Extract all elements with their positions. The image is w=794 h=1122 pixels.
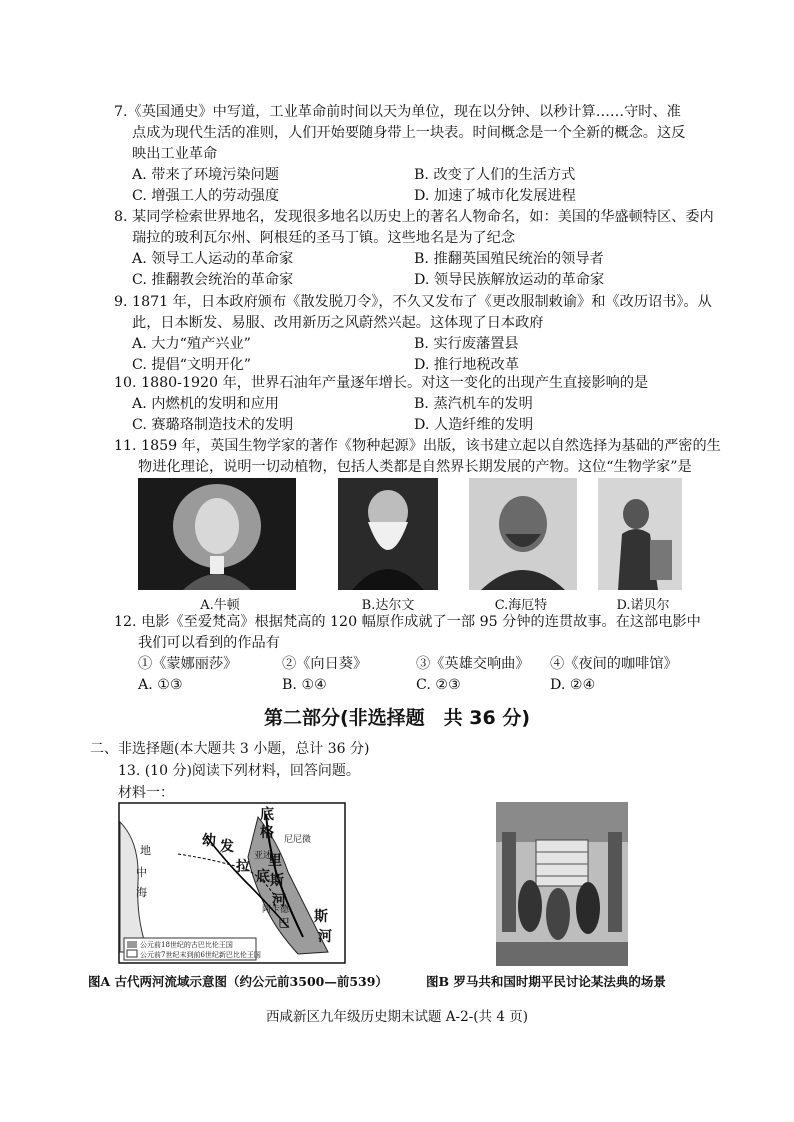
caption-b: B.达尔文 [361, 598, 415, 613]
section-heading: 二、非选择题(本大题共 3 小题，总计 36 分) [90, 741, 370, 757]
map-label-tigris-5: 河 [272, 893, 286, 909]
q9-stem: 此，日本断发、易服、改用新历之风蔚然兴起。这体现了日本政府 [132, 315, 544, 331]
q13-material: 材料一： [118, 785, 174, 801]
map-label-euphrates-3: 拉 [236, 859, 250, 875]
q8-stem: 瑞拉的玻利瓦尔州、阿根廷的圣马丁镇。这些地名是为了纪念 [132, 230, 516, 246]
q10-option-c: C. 赛璐珞制造技术的发明 [132, 417, 294, 433]
q9-option-d: D. 推行地税改革 [414, 357, 520, 373]
portrait-hyatt [469, 478, 577, 590]
portrait-darwin [338, 478, 438, 590]
caption-d: D.诺贝尔 [616, 598, 670, 613]
q12-item-4: ④《夜间的咖啡馆》 [550, 656, 678, 672]
map-label-tigris-4: 斯 [270, 873, 284, 889]
q8-option-d: D. 领导民族解放运动的革命家 [414, 272, 605, 288]
q10-option-b: B. 蒸汽机车的发明 [414, 396, 533, 412]
map-label-euphrates-4: 底 [256, 869, 270, 885]
caption-c: C.海厄特 [494, 598, 548, 613]
map-legend-1: 公元前18世纪的古巴比伦王国 [140, 941, 233, 949]
q12-item-2: ②《向日葵》 [282, 656, 368, 672]
q12-option-d: D. ②④ [550, 677, 596, 693]
map-label-sea-2: 中 [136, 866, 147, 879]
q12-option-b: B. ①④ [282, 677, 327, 693]
figure-a-caption: 图A 古代两河流域示意图（约公元前3500—前539） [88, 974, 388, 989]
q10-option-d: D. 人造纤维的发明 [414, 417, 534, 433]
caption-a: A.牛顿 [200, 598, 240, 613]
q12-item-3: ③《英雄交响曲》 [416, 656, 530, 672]
q7-stem: 映出工业革命 [132, 146, 218, 162]
map-label-euphrates-2: 发 [220, 839, 234, 855]
portrait-row [0, 478, 794, 612]
q9-stem: 9. 1871 年，日本政府颁布《散发脱刀令》，不久又发布了《更改服制敕谕》和《改历诏书》。从 [114, 294, 712, 310]
q13-stem: 13. (10 分)阅读下列材料，回答问题。 [118, 763, 360, 779]
portrait-newton [138, 478, 296, 590]
q9-option-b: B. 实行废藩置县 [414, 336, 519, 352]
q12-stem: 我们可以看到的作品有 [138, 635, 280, 651]
map-label-euphrates-5: 河 [318, 929, 332, 945]
portrait-nobel [598, 478, 682, 590]
figure-b-engraving [496, 802, 628, 966]
question-10 [114, 373, 724, 436]
question-11 [114, 436, 724, 478]
part2-title: 第二部分(非选择题 共 36 分) [263, 707, 531, 729]
question-12 [114, 612, 724, 696]
map-label-sea-1: 地 [140, 844, 151, 857]
q7-option-d: D. 加速了城市化发展进程 [414, 188, 576, 204]
q9-option-c: C. 提倡“文明开化” [132, 357, 252, 373]
figure-b-caption: 图B 罗马共和国时期平民讨论某法典的场景 [426, 974, 666, 989]
question-7 [114, 102, 724, 207]
question-13 [118, 760, 360, 804]
question-8 [114, 207, 724, 291]
q12-option-c: C. ②③ [416, 677, 461, 693]
q8-option-a: A. 领导工人运动的革命家 [132, 251, 294, 267]
map-label-nineveh: 尼尼微 [284, 835, 312, 845]
q12-option-a: A. ①③ [138, 677, 183, 693]
q7-stem: 点成为现代生活的准则，人们开始要随身带上一块表。时间概念是一个全新的概念。这反 [132, 125, 686, 141]
q8-stem: 8. 某同学检索世界地名，发现很多地名以历史上的著名人物命名，如：美国的华盛顿特区、委内 [114, 209, 714, 225]
figure-a-map [118, 802, 346, 964]
q11-stem: 物进化理论，说明一切动植物，包括人类都是自然界长期发展的产物。这位“生物学家”是 [138, 459, 692, 475]
q12-item-1: ①《蒙娜丽莎》 [138, 656, 238, 672]
map-label-sea-3: 海 [136, 886, 147, 899]
map-label-babylon: 巴 [278, 916, 291, 930]
q7-option-a: A. 带来了环境污染问题 [132, 167, 279, 183]
q11-stem: 11. 1859 年，英国生物学家的著作《物种起源》出版，该书建立起以自然选择为基础的严密的生 [114, 438, 721, 454]
map-label-akkad: 阿卡德 [262, 905, 290, 915]
q10-stem: 10. 1880-1920 年，世界石油年产量逐年增长。对这一变化的出现产生直接影响的是 [114, 375, 649, 391]
map-label-tigris-3: 里 [268, 853, 282, 869]
map-label-tigris-2: 格 [260, 825, 274, 841]
q10-option-a: A. 内燃机的发明和应用 [132, 396, 279, 412]
q9-option-a: A. 大力“殖产兴业” [132, 336, 251, 352]
page-footer: 西咸新区九年级历史期末试题 A-2-(共 4 页) [266, 1009, 528, 1025]
q8-option-b: B. 推翻英国殖民统治的领导者 [414, 251, 604, 267]
q8-option-c: C. 推翻教会统治的革命家 [132, 272, 294, 288]
q7-option-c: C. 增强工人的劳动强度 [132, 188, 280, 204]
map-label-euphrates-1: 幼 [202, 833, 216, 849]
q7-option-b: B. 改变了人们的生活方式 [414, 167, 576, 183]
question-9 [114, 292, 724, 376]
map-label-assyria: 亚述 [254, 851, 273, 861]
q12-stem: 12. 电影《至爱梵高》根据梵高的 120 幅原作成就了一部 95 分钟的连贯故事。在这部电影中 [114, 614, 701, 630]
q7-stem: 7.《英国通史》中写道，工业革命前时间以天为单位，现在以分钟、以秒计算……守时、准 [114, 104, 681, 120]
map-label-si: 斯 [314, 909, 328, 925]
map-label-tigris-1: 底 [260, 807, 274, 823]
map-legend-2: 公元前7世纪末到前6世纪新巴比伦王国 [140, 951, 261, 959]
